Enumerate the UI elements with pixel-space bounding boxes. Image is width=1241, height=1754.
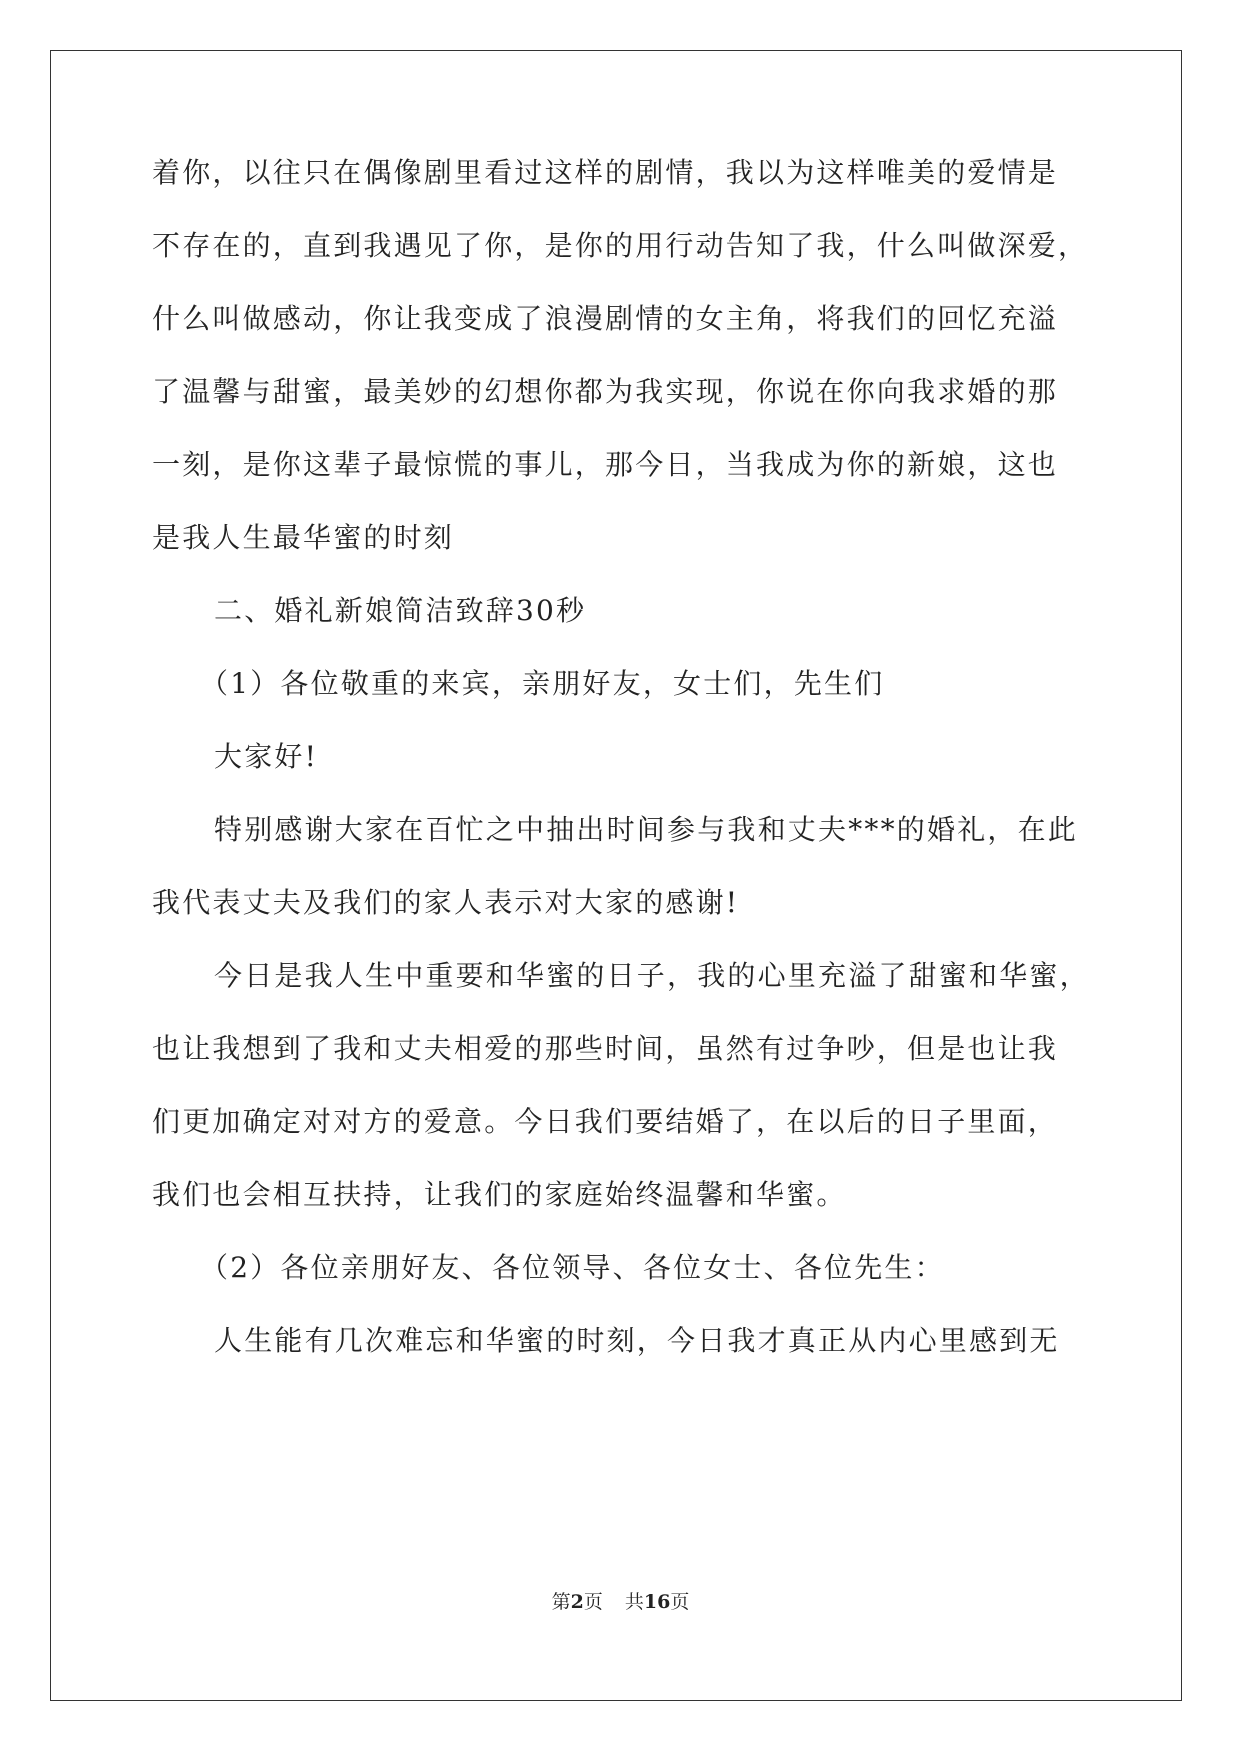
text-line: 着你，以往只在偶像剧里看过这样的剧情，我以为这样唯美的爱情是	[152, 156, 1059, 189]
text-line: 大家好!	[214, 740, 319, 773]
text-line: 什么叫做感动，你让我变成了浪漫剧情的女主角，将我们的回忆充溢	[152, 302, 1059, 335]
text-line: 人生能有几次难忘和华蜜的时刻，今日我才真正从内心里感到无	[214, 1324, 1060, 1357]
page-prefix: 第	[551, 1591, 571, 1613]
text-line: 今日是我人生中重要和华蜜的日子，我的心里充溢了甜蜜和华蜜，	[214, 959, 1090, 992]
text-line: 特别感谢大家在百忙之中抽出时间参与我和丈夫***的婚礼，在此	[214, 813, 1079, 846]
text-line: 我代表丈夫及我们的家人表示对大家的感谢!	[152, 886, 740, 919]
text-line: （1）各位敬重的来宾，亲朋好友，女士们，先生们	[200, 667, 885, 700]
page-number: 2	[570, 1591, 584, 1613]
text-line: 们更加确定对对方的爱意。今日我们要结婚了，在以后的日子里面，	[152, 1105, 1059, 1138]
text-line: 我们也会相互扶持，让我们的家庭始终温馨和华蜜。	[152, 1178, 847, 1211]
page-suffix: 页	[583, 1591, 603, 1613]
text-line: 也让我想到了我和丈夫相爱的那些时间，虽然有过争吵，但是也让我	[152, 1032, 1059, 1065]
text-line: 不存在的，直到我遇见了你，是你的用行动告知了我，什么叫做深爱，	[152, 229, 1089, 262]
page-border	[50, 50, 1182, 1701]
text-line: （2）各位亲朋好友、各位领导、各位女士、各位先生：	[200, 1251, 945, 1284]
total-suffix: 页	[670, 1591, 690, 1613]
text-line: 是我人生最华蜜的时刻	[152, 521, 455, 554]
section-heading: 二、婚礼新娘简洁致辞30秒	[214, 594, 587, 627]
total-pages: 16	[643, 1591, 671, 1613]
page-footer	[0, 1590, 1241, 1614]
text-line: 了温馨与甜蜜，最美妙的幻想你都为我实现，你说在你向我求婚的那	[152, 375, 1059, 408]
total-prefix: 共	[624, 1591, 644, 1613]
text-line: 一刻，是你这辈子最惊慌的事儿，那今日，当我成为你的新娘，这也	[152, 448, 1059, 481]
